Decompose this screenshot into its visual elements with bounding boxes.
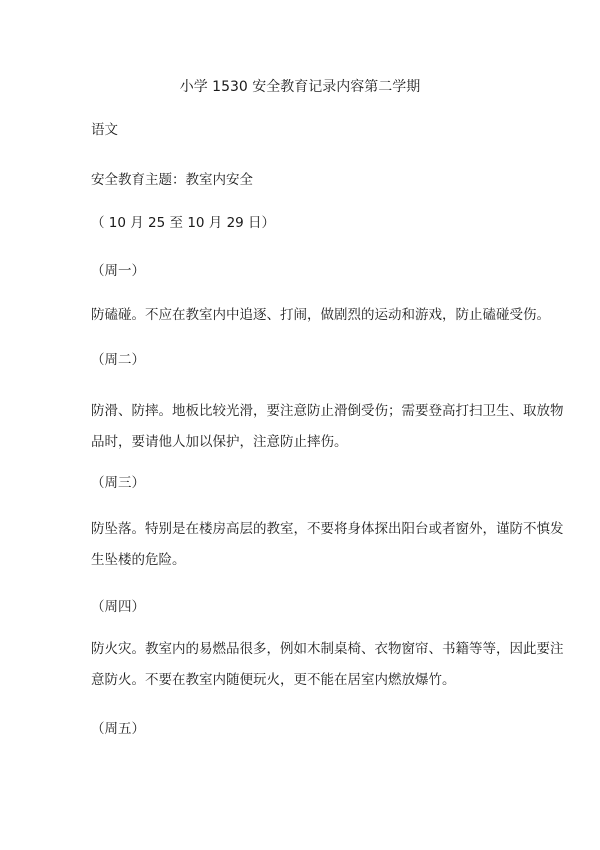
day-content-monday xyxy=(91,300,550,331)
day-content-thursday xyxy=(91,634,564,696)
day-label-monday: （周一） xyxy=(91,263,145,279)
document-title: 小学 1530 安全教育记录内容第二学期 xyxy=(179,79,421,95)
day-label-wednesday: （周三） xyxy=(91,475,145,491)
content-line: 品时，要请他人加以保护，注意防止摔伤。 xyxy=(91,434,348,450)
day-label-friday: （周五） xyxy=(91,721,145,737)
day-content-wednesday xyxy=(91,514,564,576)
content-line: 防火灾。教室内的易燃品很多，例如木制桌椅、衣物窗帘、书籍等等，因此要注 xyxy=(91,641,564,657)
subject-label: 语文 xyxy=(91,122,118,138)
theme-line: 安全教育主题：教室内安全 xyxy=(91,172,253,188)
content-line: 防滑、防摔。地板比较光滑，要注意防止滑倒受伤；需要登高打扫卫生、取放物 xyxy=(91,403,564,419)
day-label-thursday: （周四） xyxy=(91,599,145,615)
content-line: 生坠楼的危险。 xyxy=(91,552,186,568)
day-label-tuesday: （周二） xyxy=(91,352,145,368)
content-line: 意防火。不要在教室内随便玩火，更不能在居室内燃放爆竹。 xyxy=(91,672,456,688)
day-content-tuesday xyxy=(91,396,564,458)
content-line: 防坠落。特别是在楼房高层的教室，不要将身体探出阳台或者窗外，谨防不慎发 xyxy=(91,521,564,537)
content-line: 防磕碰。不应在教室内中追逐、打闹，做剧烈的运动和游戏，防止磕碰受伤。 xyxy=(91,307,550,323)
date-range: （ 10 月 25 至 10 月 29 日） xyxy=(91,215,276,231)
